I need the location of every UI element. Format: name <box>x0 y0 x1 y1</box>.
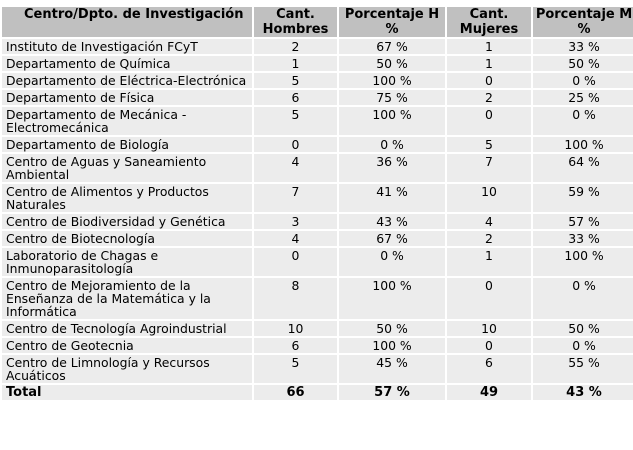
table-row <box>2 355 633 383</box>
men-percent: 36 % <box>339 154 445 182</box>
center-name: Centro de Limnología y Recursos Acuáticos <box>2 355 252 383</box>
women-count: 6 <box>447 355 531 383</box>
center-name: Centro de Mejoramiento de la Enseñanza de la Matemática y la Informática <box>2 278 252 319</box>
men-percent: 100 % <box>339 107 445 135</box>
table-row <box>2 90 633 105</box>
men-count: 5 <box>254 107 337 135</box>
table-row <box>2 39 633 54</box>
table-row <box>2 321 633 336</box>
men-count: 5 <box>254 73 337 88</box>
center-name: Centro de Biodiversidad y Genética <box>2 214 252 229</box>
total-row <box>2 385 633 400</box>
women-percent: 0 % <box>533 338 633 353</box>
women-percent: 64 % <box>533 154 633 182</box>
center-name: Centro de Tecnología Agroindustrial <box>2 321 252 336</box>
men-count: 0 <box>254 248 337 276</box>
men-count: 6 <box>254 90 337 105</box>
table-row <box>2 338 633 353</box>
total-women-count: 49 <box>447 385 531 400</box>
women-count: 1 <box>447 56 531 71</box>
women-count: 10 <box>447 184 531 212</box>
women-count: 0 <box>447 338 531 353</box>
header-center: Centro/Dpto. de Investigación <box>2 7 252 37</box>
women-count: 7 <box>447 154 531 182</box>
women-percent: 33 % <box>533 231 633 246</box>
center-name: Centro de Geotecnia <box>2 338 252 353</box>
center-name: Departamento de Mecánica - Electromecánica <box>2 107 252 135</box>
men-percent: 43 % <box>339 214 445 229</box>
center-name: Departamento de Biología <box>2 137 252 152</box>
men-percent: 50 % <box>339 321 445 336</box>
women-count: 0 <box>447 278 531 319</box>
header-men-count: Cant. Hombres <box>254 7 337 37</box>
men-percent: 100 % <box>339 73 445 88</box>
women-count: 2 <box>447 90 531 105</box>
total-men-percent: 57 % <box>339 385 445 400</box>
total-men-count: 66 <box>254 385 337 400</box>
women-count: 0 <box>447 107 531 135</box>
table-row <box>2 107 633 135</box>
men-count: 4 <box>254 231 337 246</box>
men-count: 10 <box>254 321 337 336</box>
women-percent: 57 % <box>533 214 633 229</box>
men-count: 3 <box>254 214 337 229</box>
center-name: Laboratorio de Chagas e Inmunoparasitología <box>2 248 252 276</box>
total-label: Total <box>2 385 252 400</box>
women-count: 1 <box>447 39 531 54</box>
header-women-percent: Porcentaje M % <box>533 7 633 37</box>
men-percent: 100 % <box>339 278 445 319</box>
men-count: 5 <box>254 355 337 383</box>
men-count: 6 <box>254 338 337 353</box>
center-name: Centro de Alimentos y Productos Naturales <box>2 184 252 212</box>
men-count: 7 <box>254 184 337 212</box>
table-row <box>2 154 633 182</box>
men-percent: 67 % <box>339 231 445 246</box>
table-row <box>2 278 633 319</box>
researchers-by-gender-table <box>0 5 633 402</box>
women-count: 2 <box>447 231 531 246</box>
women-count: 1 <box>447 248 531 276</box>
women-percent: 25 % <box>533 90 633 105</box>
table-row <box>2 184 633 212</box>
women-percent: 100 % <box>533 248 633 276</box>
center-name: Departamento de Física <box>2 90 252 105</box>
table-row <box>2 137 633 152</box>
women-percent: 0 % <box>533 73 633 88</box>
header-women-count: Cant. Mujeres <box>447 7 531 37</box>
men-percent: 41 % <box>339 184 445 212</box>
center-name: Departamento de Química <box>2 56 252 71</box>
men-count: 1 <box>254 56 337 71</box>
women-count: 5 <box>447 137 531 152</box>
header-men-percent: Porcentaje H % <box>339 7 445 37</box>
men-percent: 0 % <box>339 248 445 276</box>
women-percent: 33 % <box>533 39 633 54</box>
men-percent: 100 % <box>339 338 445 353</box>
men-percent: 50 % <box>339 56 445 71</box>
men-percent: 67 % <box>339 39 445 54</box>
men-percent: 45 % <box>339 355 445 383</box>
women-count: 0 <box>447 73 531 88</box>
center-name: Centro de Aguas y Saneamiento Ambiental <box>2 154 252 182</box>
center-name: Centro de Biotecnología <box>2 231 252 246</box>
men-count: 2 <box>254 39 337 54</box>
men-percent: 0 % <box>339 137 445 152</box>
header-row <box>2 7 633 37</box>
women-count: 4 <box>447 214 531 229</box>
women-percent: 50 % <box>533 321 633 336</box>
men-count: 0 <box>254 137 337 152</box>
men-percent: 75 % <box>339 90 445 105</box>
women-percent: 0 % <box>533 107 633 135</box>
table-body <box>2 39 633 383</box>
women-count: 10 <box>447 321 531 336</box>
table-row <box>2 248 633 276</box>
table-row <box>2 73 633 88</box>
women-percent: 59 % <box>533 184 633 212</box>
center-name: Departamento de Eléctrica-Electrónica <box>2 73 252 88</box>
table-row <box>2 214 633 229</box>
men-count: 8 <box>254 278 337 319</box>
men-count: 4 <box>254 154 337 182</box>
total-women-percent: 43 % <box>533 385 633 400</box>
women-percent: 100 % <box>533 137 633 152</box>
women-percent: 55 % <box>533 355 633 383</box>
women-percent: 50 % <box>533 56 633 71</box>
women-percent: 0 % <box>533 278 633 319</box>
table-row <box>2 56 633 71</box>
center-name: Instituto de Investigación FCyT <box>2 39 252 54</box>
table-row <box>2 231 633 246</box>
